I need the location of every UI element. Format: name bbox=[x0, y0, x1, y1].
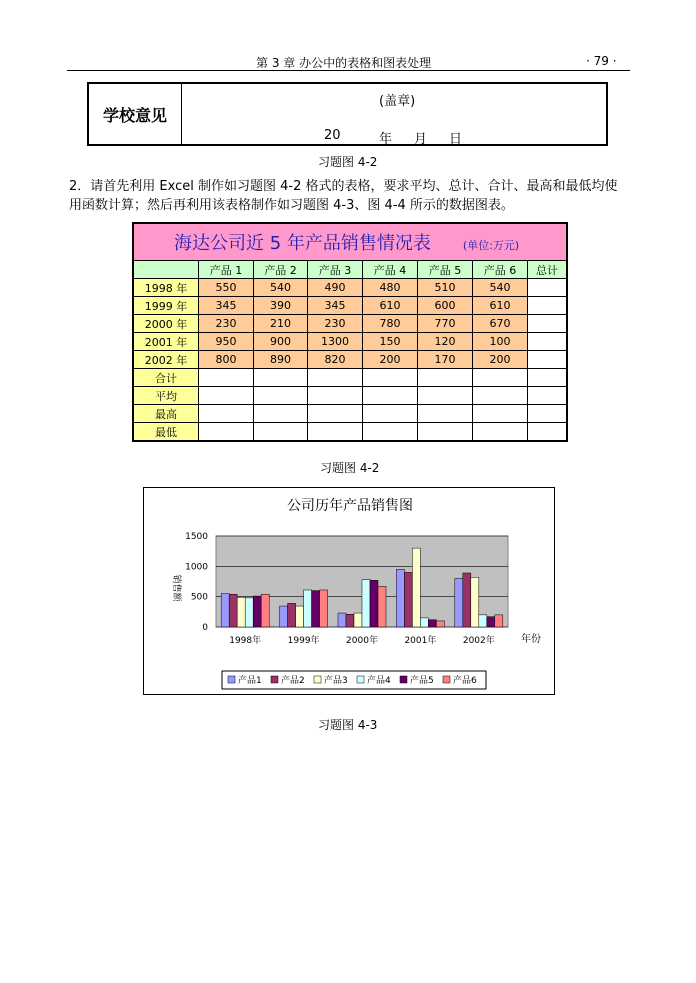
page-number: · 79 · bbox=[586, 54, 617, 68]
empty-cell bbox=[254, 369, 308, 387]
bar bbox=[280, 606, 288, 627]
value-cell: 610 bbox=[473, 297, 528, 315]
summary-label: 合计 bbox=[133, 369, 199, 387]
y-tick-label: 500 bbox=[190, 592, 208, 603]
caption-figure-4-2: 习题图 4-2 bbox=[320, 461, 380, 475]
bar bbox=[471, 577, 479, 627]
x-tick-label: 2000年 bbox=[346, 636, 378, 646]
empty-cell bbox=[528, 423, 568, 442]
date-twenty: 20 bbox=[324, 128, 341, 143]
empty-cell bbox=[363, 387, 418, 405]
summary-label: 最低 bbox=[133, 423, 199, 442]
value-cell: 230 bbox=[199, 315, 254, 333]
bar bbox=[362, 580, 370, 627]
bar bbox=[312, 591, 320, 627]
legend-swatch bbox=[314, 676, 321, 683]
legend-label: 产品6 bbox=[453, 676, 477, 686]
bar bbox=[420, 618, 428, 627]
value-cell: 230 bbox=[308, 315, 363, 333]
bar bbox=[370, 580, 378, 627]
empty-cell bbox=[528, 387, 568, 405]
bar bbox=[245, 598, 253, 627]
bar bbox=[221, 594, 229, 627]
table-row bbox=[133, 279, 567, 297]
empty-cell bbox=[363, 405, 418, 423]
legend-label: 产品1 bbox=[238, 676, 262, 686]
header-cell: 产品 4 bbox=[363, 261, 418, 279]
value-cell: 950 bbox=[199, 333, 254, 351]
caption-figure-4-2-top: 习题图 4-2 bbox=[318, 155, 378, 169]
chart-title: 公司历年产品销售图 bbox=[287, 498, 413, 514]
bar bbox=[338, 613, 346, 627]
empty-cell bbox=[308, 369, 363, 387]
date-year: 年 bbox=[379, 132, 393, 147]
table-row bbox=[133, 297, 567, 315]
x-tick-label: 1998年 bbox=[229, 636, 262, 646]
bar bbox=[412, 548, 420, 627]
empty-cell bbox=[254, 423, 308, 442]
value-cell: 820 bbox=[308, 351, 363, 369]
empty-cell bbox=[199, 387, 254, 405]
legend-label: 产品3 bbox=[324, 676, 348, 686]
seal-text: (盖章) bbox=[379, 94, 416, 109]
year-cell: 2002 年 bbox=[133, 351, 199, 369]
bar bbox=[346, 614, 354, 627]
bar bbox=[487, 617, 495, 627]
value-cell: 780 bbox=[363, 315, 418, 333]
value-cell: 890 bbox=[254, 351, 308, 369]
table-title-cell bbox=[133, 223, 567, 261]
value-cell: 100 bbox=[473, 333, 528, 351]
value-cell: 200 bbox=[363, 351, 418, 369]
legend-label: 产品2 bbox=[281, 676, 305, 686]
school-opinion-label: 学校意见 bbox=[89, 84, 182, 144]
bar bbox=[229, 594, 237, 627]
summary-row bbox=[133, 387, 567, 405]
total-cell bbox=[528, 315, 568, 333]
sales-chart bbox=[143, 487, 555, 695]
value-cell: 540 bbox=[473, 279, 528, 297]
legend-swatch bbox=[443, 676, 450, 683]
table-header-row bbox=[133, 261, 567, 279]
bar bbox=[296, 606, 304, 627]
legend-swatch bbox=[357, 676, 364, 683]
bar bbox=[436, 621, 444, 627]
bar bbox=[237, 597, 245, 627]
bar bbox=[304, 590, 312, 627]
x-axis-label: 年份 bbox=[521, 634, 541, 645]
value-cell: 480 bbox=[363, 279, 418, 297]
table-unit: (单位:万元) bbox=[462, 239, 520, 252]
header-cell: 产品 6 bbox=[473, 261, 528, 279]
empty-cell bbox=[308, 405, 363, 423]
table-row bbox=[133, 315, 567, 333]
table-title: 海达公司近 5 年产品销售情况表 bbox=[174, 233, 431, 254]
value-cell: 345 bbox=[308, 297, 363, 315]
x-tick-label: 2001年 bbox=[404, 636, 437, 646]
value-cell: 150 bbox=[363, 333, 418, 351]
bar bbox=[495, 615, 503, 627]
value-cell: 200 bbox=[473, 351, 528, 369]
empty-cell bbox=[199, 369, 254, 387]
date-month: 月 bbox=[414, 132, 428, 147]
sales-table bbox=[132, 222, 568, 442]
y-axis-label: 销售额 bbox=[171, 574, 181, 602]
y-tick-label: 0 bbox=[202, 623, 208, 633]
value-cell: 510 bbox=[418, 279, 473, 297]
header-cell: 产品 1 bbox=[199, 261, 254, 279]
value-cell: 210 bbox=[254, 315, 308, 333]
empty-cell bbox=[308, 387, 363, 405]
school-opinion-box bbox=[87, 82, 608, 146]
empty-cell bbox=[473, 369, 528, 387]
bar bbox=[455, 578, 463, 627]
empty-cell bbox=[418, 423, 473, 442]
total-cell bbox=[528, 279, 568, 297]
bar bbox=[463, 573, 471, 627]
table-row bbox=[133, 351, 567, 369]
empty-cell bbox=[254, 405, 308, 423]
y-tick-label: 1500 bbox=[185, 532, 208, 542]
caption-figure-4-3: 习题图 4-3 bbox=[318, 718, 378, 732]
header-cell: 产品 2 bbox=[254, 261, 308, 279]
value-cell: 600 bbox=[418, 297, 473, 315]
x-tick-label: 2002年 bbox=[462, 636, 495, 646]
summary-row bbox=[133, 369, 567, 387]
exercise-paragraph: 2．请首先利用 Excel 制作如习题图 4-2 格式的表格，要求平均、总计、合计、最高和最低均使用函数计算；然后再利用该表格制作如习题图 4-3、图 4-4 所示的数据图表。 bbox=[69, 179, 618, 213]
empty-cell bbox=[308, 423, 363, 442]
year-cell: 2000 年 bbox=[133, 315, 199, 333]
date-day: 日 bbox=[449, 132, 463, 147]
table-row bbox=[133, 333, 567, 351]
summary-label: 平均 bbox=[133, 387, 199, 405]
bar bbox=[479, 615, 487, 627]
value-cell: 670 bbox=[473, 315, 528, 333]
empty-cell bbox=[363, 369, 418, 387]
empty-cell bbox=[473, 405, 528, 423]
header-cell: 产品 3 bbox=[308, 261, 363, 279]
empty-cell bbox=[199, 423, 254, 442]
summary-row bbox=[133, 405, 567, 423]
empty-cell bbox=[528, 369, 568, 387]
y-tick-label: 1000 bbox=[185, 562, 208, 573]
bar bbox=[288, 603, 296, 627]
bar bbox=[404, 572, 412, 627]
total-cell bbox=[528, 333, 568, 351]
empty-cell bbox=[363, 423, 418, 442]
total-cell bbox=[528, 351, 568, 369]
value-cell: 1300 bbox=[308, 333, 363, 351]
value-cell: 610 bbox=[363, 297, 418, 315]
empty-cell bbox=[418, 369, 473, 387]
summary-row bbox=[133, 423, 567, 442]
summary-label: 最高 bbox=[133, 405, 199, 423]
value-cell: 550 bbox=[199, 279, 254, 297]
header-rule bbox=[67, 70, 630, 71]
bar bbox=[378, 586, 386, 627]
year-cell: 1999 年 bbox=[133, 297, 199, 315]
header-cell: 产品 5 bbox=[418, 261, 473, 279]
header-cell bbox=[133, 261, 199, 279]
value-cell: 770 bbox=[418, 315, 473, 333]
legend-label: 产品5 bbox=[410, 676, 434, 686]
bar bbox=[354, 613, 362, 627]
chart-canvas bbox=[144, 488, 556, 696]
legend-label: 产品4 bbox=[367, 676, 391, 686]
total-cell bbox=[528, 297, 568, 315]
bar bbox=[396, 569, 404, 627]
x-tick-label: 1999年 bbox=[287, 636, 320, 646]
bar bbox=[320, 590, 328, 627]
value-cell: 120 bbox=[418, 333, 473, 351]
empty-cell bbox=[418, 405, 473, 423]
page-header-title: 第 3 章 办公中的表格和图表处理 bbox=[256, 56, 432, 70]
value-cell: 900 bbox=[254, 333, 308, 351]
value-cell: 345 bbox=[199, 297, 254, 315]
bar bbox=[253, 596, 261, 627]
header-cell: 总计 bbox=[528, 261, 568, 279]
value-cell: 390 bbox=[254, 297, 308, 315]
value-cell: 490 bbox=[308, 279, 363, 297]
bar bbox=[428, 620, 436, 627]
empty-cell bbox=[473, 423, 528, 442]
value-cell: 540 bbox=[254, 279, 308, 297]
empty-cell bbox=[528, 405, 568, 423]
empty-cell bbox=[418, 387, 473, 405]
year-cell: 1998 年 bbox=[133, 279, 199, 297]
value-cell: 800 bbox=[199, 351, 254, 369]
empty-cell bbox=[199, 405, 254, 423]
legend-swatch bbox=[228, 676, 235, 683]
empty-cell bbox=[473, 387, 528, 405]
legend-swatch bbox=[400, 676, 407, 683]
empty-cell bbox=[254, 387, 308, 405]
year-cell: 2001 年 bbox=[133, 333, 199, 351]
bar bbox=[261, 594, 269, 627]
value-cell: 170 bbox=[418, 351, 473, 369]
legend-swatch bbox=[271, 676, 278, 683]
